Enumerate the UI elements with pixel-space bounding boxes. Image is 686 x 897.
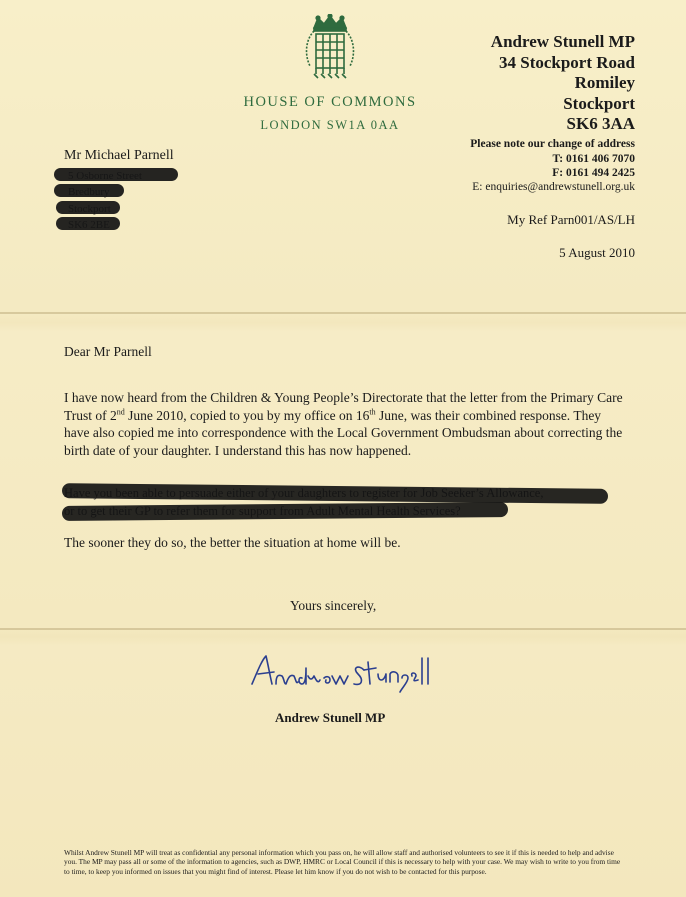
- letterhead-subtitle: LONDON SW1A 0AA: [260, 118, 400, 132]
- redacted-line: [64, 502, 624, 520]
- redaction-mark: [54, 168, 178, 181]
- letterhead-title: HOUSE OF COMMONS: [243, 94, 417, 110]
- body-paragraph: The sooner they do so, the better the situation at home will be.: [64, 535, 401, 550]
- sender-address-line: SK6 3AA: [566, 114, 635, 133]
- redaction-mark: [62, 502, 508, 521]
- paper-fold: [0, 312, 686, 314]
- redaction-mark: [54, 184, 124, 197]
- recipient-address-line: [64, 201, 124, 214]
- sender-address-line: 34 Stockport Road: [498, 52, 635, 72]
- redacted-line: [64, 484, 624, 502]
- paragraph-text: June 2010, copied to you by my office on 16: [124, 407, 370, 423]
- paragraph-text: June, was their combined response. They have also copied me into correspondence with the Local Government Ombudsman about correcting the birth date of your daughter. I understand this has now happened.: [64, 407, 623, 458]
- recipient-address-line: [64, 217, 124, 230]
- privacy-footer: Whilst Andrew Stunell MP will treat as confidential any personal information which you pass on, he will allow staff and authorised volunteers to see it if this is needed to help and advise you. The MP may pass all or some of the information to agencies, such as DWP, HMRC or Local Council if this is necessary to help with your case. We may wish to write to you from time to time, to keep you informed on issues that you might find of interest. Please let him know if you do not wish to be contacted for this purpose.: [64, 848, 621, 876]
- closing: Yours sincerely,: [290, 598, 377, 613]
- paper-fold: [0, 628, 686, 630]
- contact-details: [472, 152, 635, 194]
- recipient-address-line: [64, 184, 124, 197]
- email: E: enquiries@andrewstunell.org.uk: [472, 181, 635, 193]
- sender-name: Andrew Stunell MP: [490, 32, 635, 51]
- redaction-mark: [56, 217, 120, 230]
- fax: F: 0161 494 2425: [552, 167, 635, 179]
- recipient-block: [64, 148, 182, 230]
- recipient-address-line: [64, 168, 182, 181]
- paragraph-text: I have now heard from the Children & Young People’s Directorate that the letter from the Primary Care Trust of 2: [64, 390, 623, 423]
- sender-address-line: Romiley: [574, 73, 635, 92]
- signatory-name: Andrew Stunell MP: [275, 710, 386, 725]
- ordinal-suffix: th: [369, 407, 376, 417]
- redacted-paragraph: [64, 484, 624, 520]
- address-change-note: Please note our change of address: [470, 137, 635, 150]
- handwritten-signature: [244, 646, 444, 696]
- portcullis-icon: [300, 14, 360, 80]
- redaction-mark: [56, 201, 120, 214]
- body-paragraph: [64, 389, 624, 459]
- ordinal-suffix: nd: [116, 407, 125, 417]
- recipient-name: Mr Michael Parnell: [64, 148, 174, 163]
- sender-block: [470, 32, 635, 150]
- letter-date: 5 August 2010: [559, 245, 635, 260]
- telephone: T: 0161 406 7070: [552, 153, 635, 165]
- sender-address-line: Stockport: [563, 93, 635, 113]
- salutation: Dear Mr Parnell: [64, 344, 152, 359]
- reference: My Ref Parn001/AS/LH: [507, 212, 635, 227]
